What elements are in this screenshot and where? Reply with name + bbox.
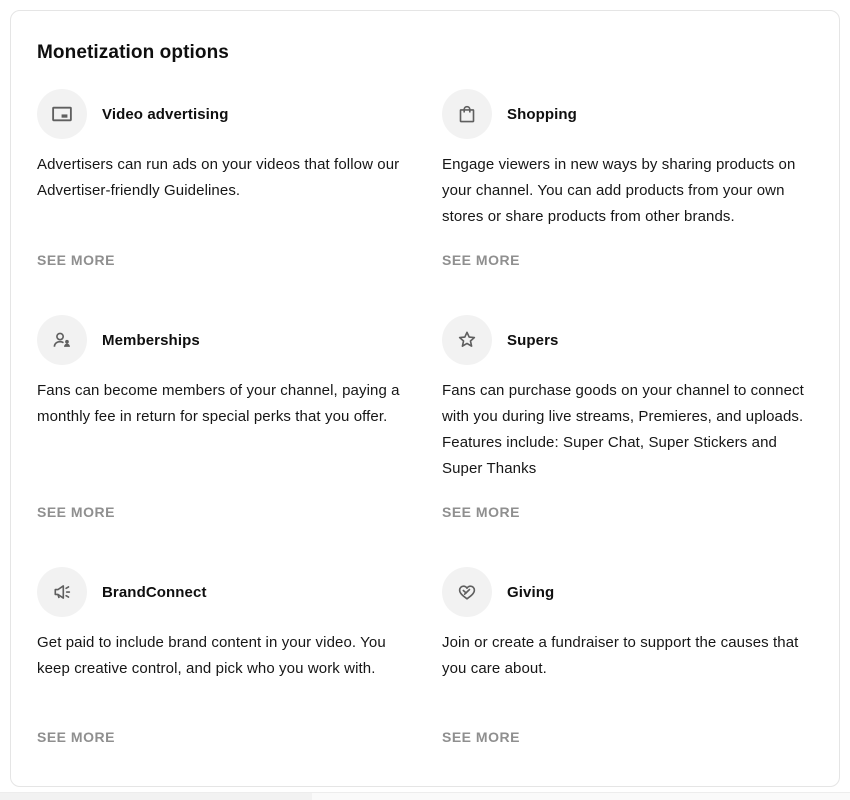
card-description: Advertisers can run ads on your videos that follow our Advertiser-friendly Guidelines. [37, 156, 400, 199]
shopping-bag-icon [442, 89, 492, 139]
card-description: Join or create a fundraiser to support the causes that you care about. [442, 634, 799, 677]
monetization-options-panel [10, 10, 840, 787]
see-more-link[interactable]: SEE MORE [442, 729, 520, 745]
card-giving [442, 567, 813, 745]
heart-handshake-icon [442, 567, 492, 617]
card-supers [442, 315, 813, 520]
see-more-link[interactable]: SEE MORE [442, 504, 520, 520]
megaphone-icon [37, 567, 87, 617]
options-grid [37, 89, 813, 745]
card-description: Get paid to include brand content in your video. You keep creative control, and pick who you work with. [37, 634, 386, 677]
card-header [37, 89, 408, 139]
card-description: Fans can purchase goods on your channel to connect with you during live streams, Premieres, and uploads. Features include: Super Chat, Super Stickers and Super Thanks [442, 382, 804, 477]
card-header [37, 567, 408, 617]
card-header [37, 315, 408, 365]
card-description: Engage viewers in new ways by sharing products on your channel. You can add products from your own stores or share products from other brands. [442, 156, 796, 225]
see-more-link[interactable]: SEE MORE [37, 252, 115, 268]
card-header [442, 567, 813, 617]
card-header [442, 89, 813, 139]
next-section-edge-segment [0, 793, 312, 800]
card-video-advertising [37, 89, 408, 268]
see-more-link[interactable]: SEE MORE [442, 252, 520, 268]
card-title: Video advertising [102, 105, 229, 123]
card-title: Memberships [102, 331, 200, 349]
person-member-icon [37, 315, 87, 365]
card-title: Supers [507, 331, 559, 349]
card-description: Fans can become members of your channel, paying a monthly fee in return for special perks that you offer. [37, 382, 400, 425]
card-header [442, 315, 813, 365]
ad-banner-icon [37, 89, 87, 139]
card-title: Shopping [507, 105, 577, 123]
card-shopping [442, 89, 813, 268]
card-brandconnect [37, 567, 408, 745]
page-title: Monetization options [37, 42, 229, 63]
card-title: BrandConnect [102, 583, 207, 601]
see-more-link[interactable]: SEE MORE [37, 504, 115, 520]
star-icon [442, 315, 492, 365]
card-title: Giving [507, 583, 555, 601]
see-more-link[interactable]: SEE MORE [37, 729, 115, 745]
card-memberships [37, 315, 408, 520]
next-section-edge [0, 792, 850, 800]
